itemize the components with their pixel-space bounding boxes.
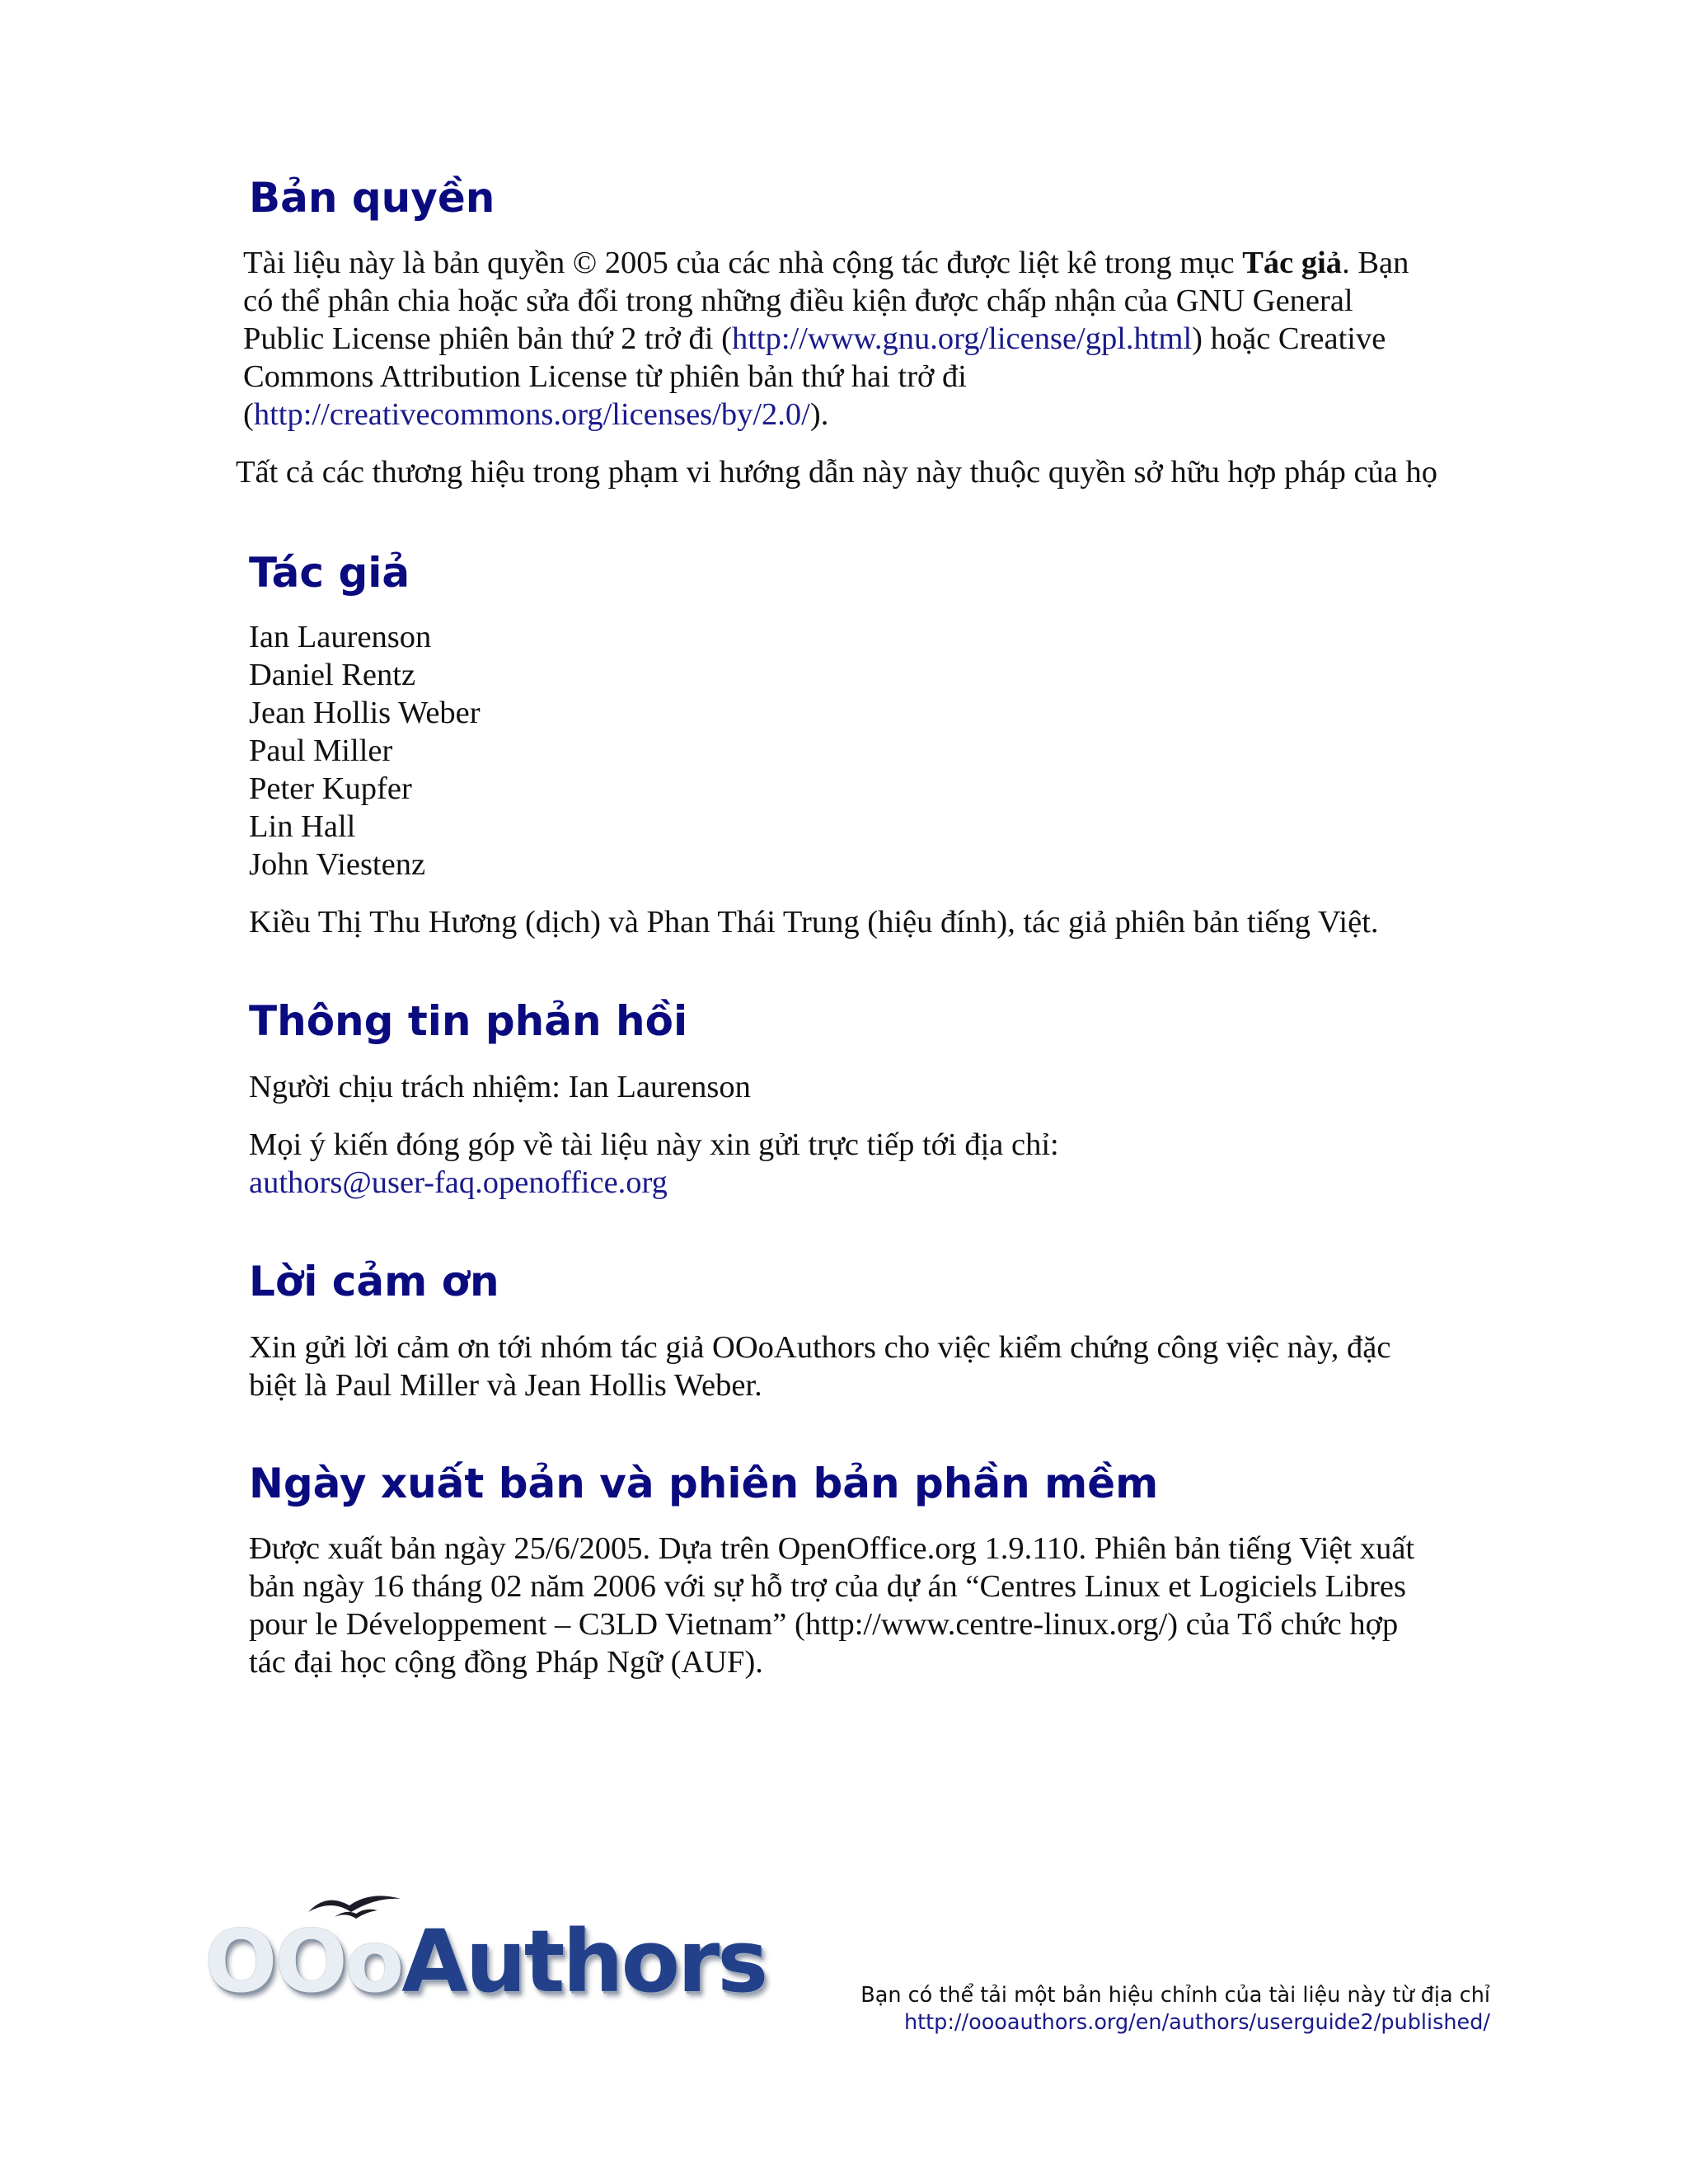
author-name: Ian Laurenson [249, 620, 432, 654]
copyright-line-1: Tài liệu này là bản quyền © 2005 của các nhà cộng tác được liệt kê trong mục Tác giả. Bạn [243, 246, 1409, 280]
acknowledgments-line-2: biệt là Paul Miller và Jean Hollis Weber. [249, 1368, 762, 1403]
publication-heading: Ngày xuất bản và phiên bản phần mềm [249, 1460, 1159, 1507]
authors-heading: Tác giả [249, 549, 410, 597]
author-name: Daniel Rentz [249, 658, 416, 692]
acknowledgments-line-1: Xin gửi lời cảm ơn tới nhóm tác giả OOoAuthors cho việc kiểm chứng công việc này, đặc [249, 1330, 1391, 1365]
comments-paragraph [249, 1126, 1059, 1202]
feedback-email-link[interactable]: authors@user-faq.openoffice.org [249, 1165, 668, 1200]
comments-line: Mọi ý kiến đóng góp về tài liệu này xin gửi trực tiếp tới địa chỉ: [249, 1127, 1059, 1162]
copyright-heading: Bản quyền [249, 174, 495, 222]
logo-authors-text: Authors [401, 1911, 767, 2012]
publication-line-3: pour le Développement – C3LD Vietnam” (http://www.centre-linux.org/) của Tổ chức hợp [249, 1607, 1399, 1642]
creative-commons-link[interactable]: http://creativecommons.org/licenses/by/2.0/ [253, 397, 810, 432]
authors-list [249, 618, 481, 883]
publication-line-4: tác đại học cộng đồng Pháp Ngữ (AUF). [249, 1645, 763, 1680]
publication-paragraph [249, 1530, 1414, 1681]
author-name: John Viestenz [249, 847, 426, 882]
download-note [860, 1982, 1490, 2036]
logo-wordmark [204, 1911, 767, 2012]
gpl-license-link[interactable]: http://www.gnu.org/license/gpl.html [731, 321, 1193, 356]
oooauthors-logo [204, 1887, 767, 2027]
copyright-paragraph [243, 244, 1409, 434]
logo-ooo-text: OOo [204, 1911, 402, 2012]
copyright-line-2: có thể phân chia hoặc sửa đổi trong những điều kiện được chấp nhận của GNU General [243, 284, 1353, 318]
author-name: Jean Hollis Weber [249, 696, 481, 730]
author-name: Lin Hall [249, 809, 356, 844]
download-note-text: Bạn có thể tải một bản hiệu chỉnh của tài liệu này từ địa chỉ [860, 1983, 1490, 2008]
copyright-line-4: Commons Attribution License từ phiên bản thứ hai trở đi [243, 359, 967, 394]
download-url-link[interactable]: http://oooauthors.org/en/authors/userguide2/published/ [903, 2010, 1490, 2035]
copyright-line-3: Public License phiên bản thứ 2 trở đi (http://www.gnu.org/license/gpl.html) hoặc Creative [243, 321, 1386, 356]
acknowledgments-heading: Lời cảm ơn [249, 1258, 499, 1305]
acknowledgments-paragraph [249, 1329, 1390, 1404]
authors-reference: Tác giả [1242, 246, 1343, 280]
author-name: Peter Kupfer [249, 771, 412, 806]
copyright-line-5: (http://creativecommons.org/licenses/by/2.0/). [243, 397, 829, 432]
author-name: Paul Miller [249, 733, 393, 768]
trademark-notice: Tất cả các thương hiệu trong phạm vi hướng dẫn này này thuộc quyền sở hữu hợp pháp của họ [236, 455, 1438, 490]
publication-line-2: bản ngày 16 tháng 02 năm 2006 với sự hỗ trợ của dự án “Centres Linux et Logiciels Libres [249, 1569, 1406, 1604]
translators-note: Kiều Thị Thu Hương (dịch) và Phan Thái Trung (hiệu đính), tác giả phiên bản tiếng Việt. [249, 905, 1379, 940]
feedback-heading: Thông tin phản hồi [249, 997, 688, 1045]
maintainer-line: Người chịu trách nhiệm: Ian Laurenson [249, 1070, 751, 1104]
publication-line-1: Được xuất bản ngày 25/6/2005. Dựa trên OpenOffice.org 1.9.110. Phiên bản tiếng Việt xuất [249, 1531, 1415, 1566]
